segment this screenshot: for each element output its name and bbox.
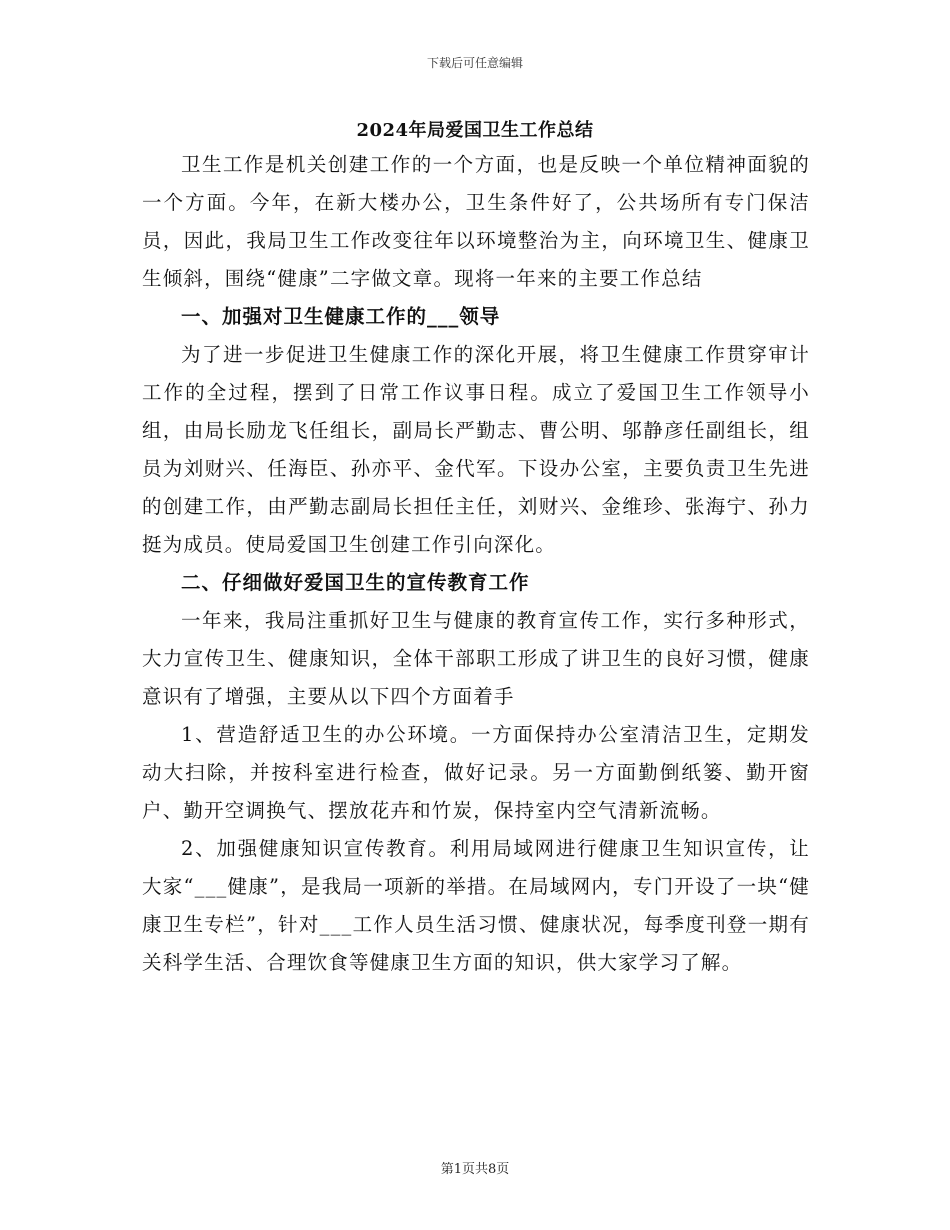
- section-2-paragraph-3: 2、加强健康知识宣传教育。利用局域网进行健康卫生知识宣传，让大家“___健康”，是我局一项新的举措。在局域网内，专门开设了一块“健康卫生专栏”，针对___工作人员生活习惯、健康状况，每季度刊登一期有关科学生活、合理饮食等健康卫生方面的知识，供大家学习了解。: [142, 837, 810, 974]
- intro-paragraph: 卫生工作是机关创建工作的一个方面，也是反映一个单位精神面貌的一个方面。今年，在新大楼办公，卫生条件好了，公共场所有专门保洁员，因此，我局卫生工作改变往年以环境整治为主，向环境卫生、健康卫生倾斜，围绕“健康”二字做文章。现将一年来的主要工作总结: [142, 153, 810, 290]
- page-header-note: 下载后可任意编辑: [426, 56, 523, 70]
- page-footer: 第1页共8页: [440, 1162, 510, 1177]
- document-title: 2024年局爱国卫生工作总结: [356, 120, 594, 141]
- section-1-paragraph: 为了进一步促进卫生健康工作的深化开展，将卫生健康工作贯穿审计工作的全过程，摆到了日常工作议事日程。成立了爱国卫生工作领导小组，由局长励龙飞任组长，副局长严勤志、曹公明、邬静彦任副组长，组员为刘财兴、任海臣、孙亦平、金代军。下设办公室，主要负责卫生先进的创建工作，由严勤志副局长担任主任，刘财兴、金维珍、张海宁、孙力挺为成员。使局爱国卫生创建工作引向深化。: [142, 343, 810, 556]
- section-2-heading: 二、仔细做好爱国卫生的宣传教育工作: [181, 571, 530, 594]
- section-1-heading: 一、加强对卫生健康工作的___领导: [181, 305, 501, 328]
- section-2-paragraph-1: 一年来，我局注重抓好卫生与健康的教育宣传工作，实行多种形式，大力宣传卫生、健康知识，全体干部职工形成了讲卫生的良好习惯，健康意识有了增强，主要从以下四个方面着手: [142, 609, 810, 708]
- document-body: [142, 146, 810, 982]
- section-2-paragraph-2: 1、营造舒适卫生的办公环境。一方面保持办公室清洁卫生，定期发动大扫除，并按科室进行检查，做好记录。另一方面勤倒纸篓、勤开窗户、勤开空调换气、摆放花卉和竹炭，保持室内空气清新流畅。: [142, 723, 810, 822]
